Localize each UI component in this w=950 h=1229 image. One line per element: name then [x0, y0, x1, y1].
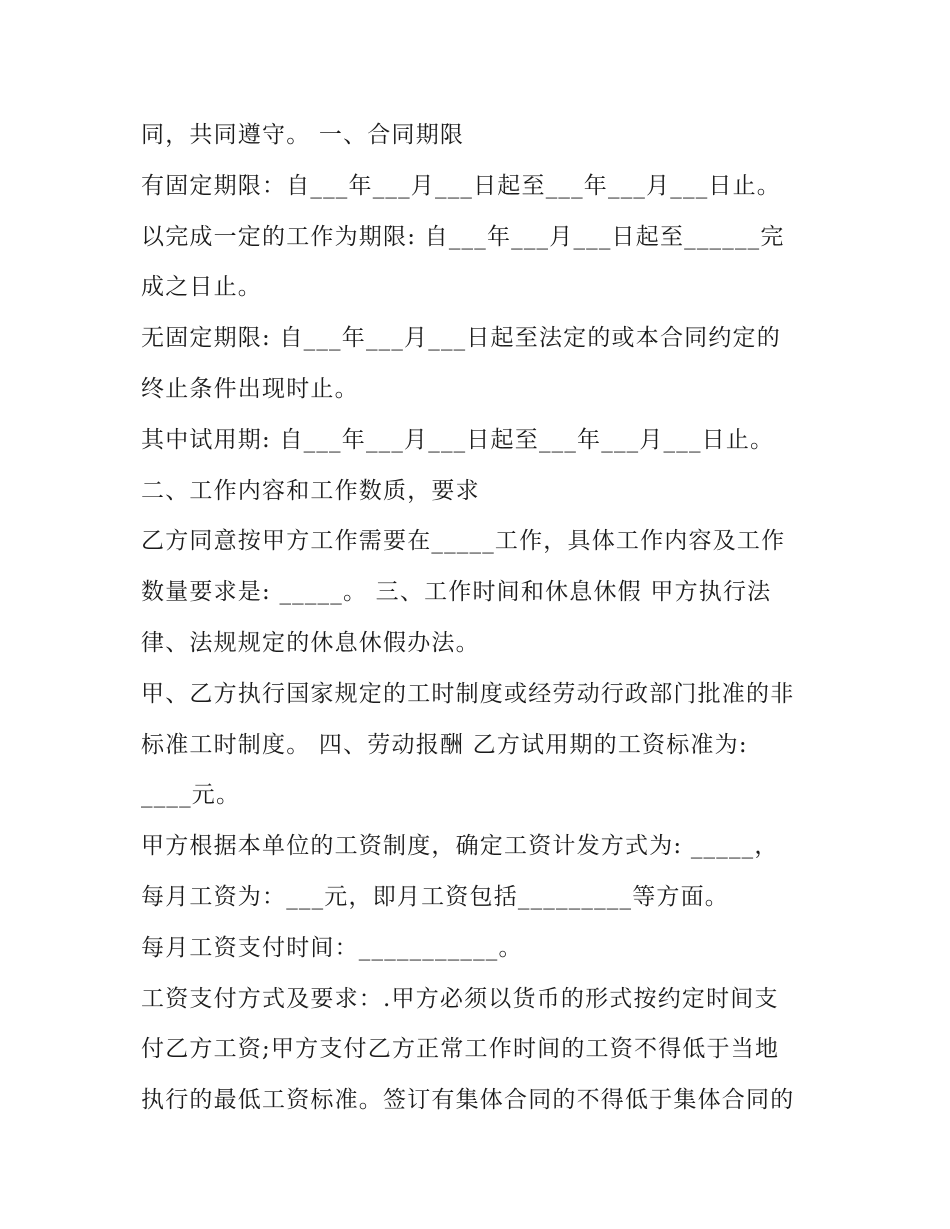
text-line: ____元。 [141, 782, 241, 809]
text-line: 无固定期限: 自___年___月___日起至法定的或本合同约定的 [141, 325, 781, 352]
text-line: 以完成一定的工作为期限: 自___年___月___日起至______完 [141, 223, 785, 250]
text-line: 律、法规规定的休息休假办法。 [141, 629, 480, 656]
text-line: 执行的最低工资标准。签订有集体合同的不得低于集体合同的 [141, 1087, 795, 1114]
text-line: 有固定期限：自___年___月___日起至___年___月___日止。 [141, 172, 781, 199]
text-line: 同，共同遵守。 一、合同期限 [141, 122, 465, 148]
text-line: 工资支付方式及要求：.甲方必须以货币的形式按约定时间支 [141, 985, 779, 1012]
text-line: 终止条件出现时止。 [141, 375, 359, 402]
text-line: 成之日止。 [141, 274, 262, 301]
text-line: 乙方同意按甲方工作需要在_____工作，具体工作内容及工作 [141, 528, 786, 555]
text-line: 数量要求是: _____。 三、工作时间和休息休假 甲方执行法 [141, 579, 772, 606]
text-line: 每月工资为：___元，即月工资包括_________等方面。 [141, 883, 729, 910]
text-line: 其中试用期: 自___年___月___日起至___年___月___日止。 [141, 426, 775, 453]
text-line: 标准工时制度。 四、劳动报酬 乙方试用期的工资标准为: [141, 731, 748, 758]
section-heading: 二、工作内容和工作数质，要求 [141, 477, 480, 504]
document-body [141, 110, 821, 1126]
text-line: 甲、乙方执行国家规定的工时制度或经劳动行政部门批准的非 [141, 680, 795, 707]
text-line: 付乙方工资;甲方支付乙方正常工作时间的工资不得低于当地 [141, 1036, 780, 1063]
text-line: 甲方根据本单位的工资制度，确定工资计发方式为: _____， [141, 833, 779, 860]
text-line: 每月工资支付时间：___________。 [141, 934, 523, 961]
